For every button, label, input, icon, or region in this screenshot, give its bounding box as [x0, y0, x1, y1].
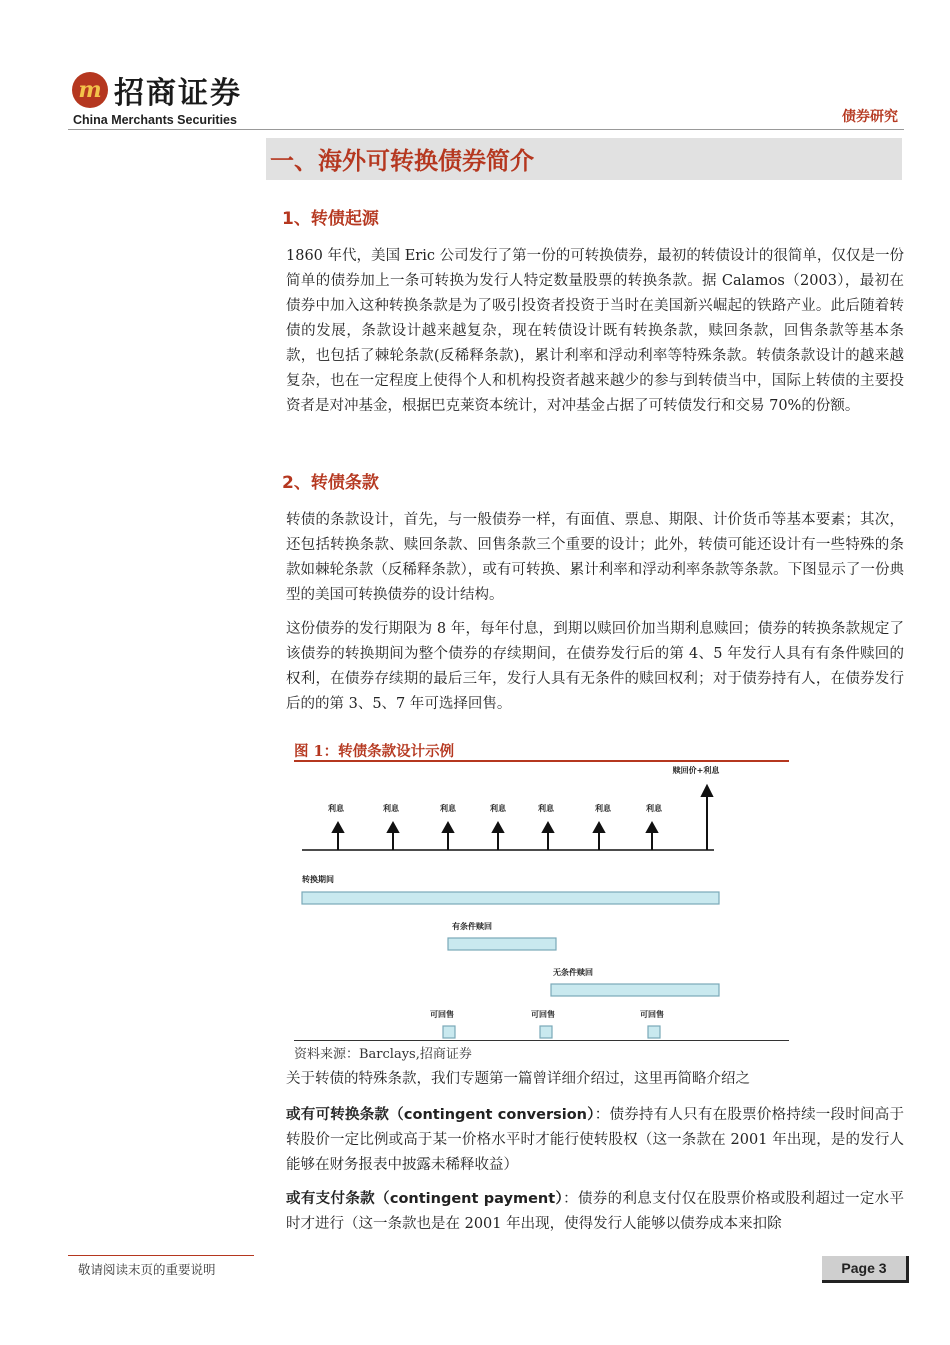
footer-divider	[68, 1255, 254, 1256]
interest-label-3: 利息	[440, 804, 456, 813]
put-box-2	[540, 1026, 552, 1038]
unconditional-call-label: 无条件赎回	[553, 968, 593, 977]
interest-arrow-head-6	[594, 823, 604, 832]
interest-arrow-head-3	[443, 823, 453, 832]
subheading-origin: 1、转债起源	[282, 209, 379, 229]
convertible-terms-diagram	[290, 762, 790, 1040]
page-number: Page 3	[822, 1256, 909, 1283]
paragraph-origin: 1860 年代，美国 Eric 公司发行了第一份的可转换债券，最初的转债设计的很简单，仅仅是一份简单的债券加上一条可转换为发行人特定数量股票的转换条款。据 Calamos（2003），最初在债券中加入这种转换条款是为了吸引投资者投资于当时在美国新兴崛起的铁路产业。此后随着转债的发展，条款设计越来越复杂，现在转债设计既有转换条款，赎回条款，回售条款等基本条款，也包括了棘轮条款(反稀释条款)，累计利率和浮动利率等特殊条款。转债条款设计的越来越复杂，也在一定程度上使得个人和机构投资者越来越少的参与到转债当中，国际上转债的主要投资者是对冲基金，根据巴克莱资本统计，对冲基金占据了可转债发行和交易 70%的份额。	[286, 248, 904, 414]
put-box-3	[648, 1026, 660, 1038]
put-label-3: 可回售	[640, 1010, 664, 1019]
redemption-label: 赎回价+利息	[672, 766, 720, 775]
interest-label-6: 利息	[595, 804, 611, 813]
conditional-call-bar	[448, 938, 556, 950]
interest-label-4: 利息	[490, 804, 506, 813]
report-category: 债券研究	[842, 109, 898, 125]
term-contingent-payment-text: ：债券的利息支付仅在股票价格或股利超过一定水平时才进行（这一条款也是在 2001 年出现，使得发行人能够以债券成本来扣除	[286, 1191, 904, 1232]
put-label-2: 可回售	[531, 1010, 555, 1019]
put-label-1: 可回售	[430, 1010, 454, 1019]
company-name-en: China Merchants Securities	[73, 113, 237, 127]
conversion-period-label: 转换期间	[302, 875, 334, 884]
interest-arrow-head-1	[333, 823, 343, 832]
figure-bottom-rule	[294, 1040, 789, 1041]
interest-label-5: 利息	[538, 804, 554, 813]
interest-label-7: 利息	[646, 804, 662, 813]
interest-label-2: 利息	[383, 804, 399, 813]
figure-title: 图 1：转债条款设计示例	[294, 743, 455, 760]
paragraph-special-terms-intro: 关于转债的特殊条款，我们专题第一篇曾详细介绍过，这里再简略介绍之	[286, 1071, 750, 1087]
section-title: 一、海外可转换债券简介	[270, 147, 534, 175]
company-logo-icon	[72, 72, 108, 108]
interest-arrow-head-7	[647, 823, 657, 832]
term-contingent-conversion-label: 或有可转换条款（contingent conversion）	[286, 1107, 595, 1123]
logo-mark-glyph: m	[78, 77, 102, 103]
conditional-call-label: 有条件赎回	[452, 922, 492, 931]
interest-arrow-head-5	[543, 823, 553, 832]
term-contingent-conversion-text: ：债券持有人只有在股票价格持续一段时间高于转股价一定比例或高于某一价格水平时才能行使转股权（这一条款在 2001 年出现，是的发行人能够在财务报表中披露未稀释收益）	[286, 1107, 905, 1173]
figure-source: 资料来源：Barclays,招商证券	[294, 1047, 472, 1062]
paragraph-contingent-conversion	[286, 1103, 904, 1178]
interest-label-1: 利息	[328, 804, 344, 813]
interest-arrow-head-2	[388, 823, 398, 832]
paragraph-example-bond: 这份债券的发行期限为 8 年，每年付息，到期以赎回价加当期利息赎回；债券的转换条款规定了该债券的转换期间为整个债券的存续期间，在债券发行后的第 4、5 年发行人具有有条件赎回的权利，在债券存续期的最后三年，发行人具有无条件的赎回权利；对于债券持有人，在债券发行后的的第 3、5、7 年可选择回售。	[286, 621, 904, 712]
redemption-arrow-head	[702, 786, 712, 796]
subheading-terms: 2、转债条款	[282, 473, 379, 493]
unconditional-call-bar	[551, 984, 719, 996]
paragraph-contingent-payment	[286, 1187, 904, 1237]
conversion-period-bar	[302, 892, 719, 904]
paragraph-terms: 转债的条款设计，首先，与一般债券一样，有面值、票息、期限、计价货币等基本要素；其次，还包括转换条款、赎回条款、回售条款三个重要的设计；此外，转债可能还设计有一些特殊的条款如棘轮条款（反稀释条款），或有可转换、累计利率和浮动利率条款等条款。下图显示了一份典型的美国可转换债券的设计结构。	[286, 512, 904, 603]
company-name-cn: 招商证券	[114, 76, 242, 111]
term-contingent-payment-label: 或有支付条款（contingent payment）	[286, 1191, 564, 1207]
interest-arrow-head-4	[493, 823, 503, 832]
put-box-1	[443, 1026, 455, 1038]
footer-disclaimer: 敬请阅读末页的重要说明	[78, 1262, 216, 1277]
header-divider	[68, 129, 904, 130]
